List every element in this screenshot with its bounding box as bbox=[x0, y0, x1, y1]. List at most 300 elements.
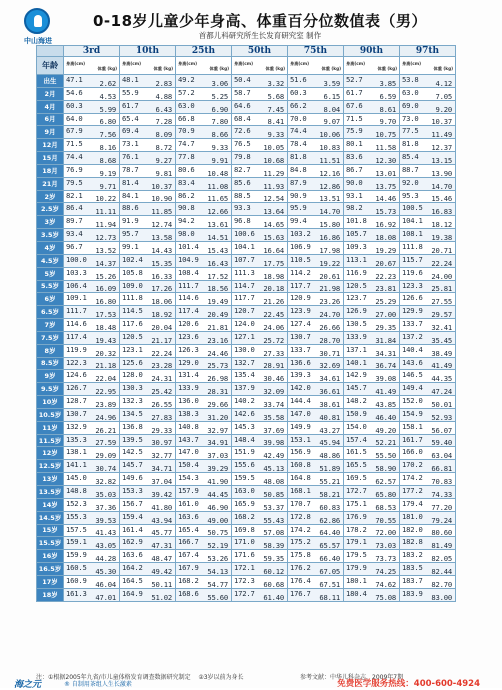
height-value: 129.0 bbox=[178, 357, 199, 367]
value-cell bbox=[232, 229, 288, 242]
value-cell bbox=[400, 588, 456, 601]
weight-value: 48.47 bbox=[151, 554, 172, 563]
value-cell bbox=[400, 486, 456, 499]
height-value: 64.6 bbox=[234, 100, 251, 110]
value-cell bbox=[232, 357, 288, 370]
weight-value: 8.66 bbox=[211, 130, 228, 139]
weight-value: 12.30 bbox=[375, 155, 396, 165]
table-row bbox=[37, 254, 456, 267]
value-cell bbox=[232, 203, 288, 216]
height-value: 164.5 bbox=[122, 575, 143, 585]
height-value: 160.5 bbox=[66, 563, 87, 573]
value-cell bbox=[64, 344, 120, 357]
age-cell: 9.5岁 bbox=[37, 383, 64, 396]
value-cell bbox=[232, 550, 288, 563]
value-cell bbox=[288, 229, 344, 242]
age-cell: 5.5岁 bbox=[37, 280, 64, 293]
value-cell bbox=[288, 139, 344, 152]
weight-value: 72.00 bbox=[375, 528, 396, 537]
value-cell bbox=[288, 524, 344, 537]
weight-value: 15.80 bbox=[319, 220, 340, 229]
value-cell bbox=[232, 408, 288, 421]
weight-value: 53.37 bbox=[263, 502, 284, 512]
value-cell bbox=[64, 216, 120, 229]
weight-value: 36.61 bbox=[319, 387, 340, 396]
table-row bbox=[37, 126, 456, 139]
height-value: 76.5 bbox=[234, 139, 251, 149]
weight-value: 27.83 bbox=[151, 412, 172, 422]
value-cell bbox=[288, 370, 344, 383]
height-value: 149.4 bbox=[402, 383, 423, 393]
height-value: 142.5 bbox=[122, 447, 143, 457]
weight-value: 8.09 bbox=[155, 130, 172, 139]
value-cell bbox=[288, 550, 344, 563]
value-cell bbox=[400, 241, 456, 254]
value-cell bbox=[120, 139, 176, 152]
age-cell: 10岁 bbox=[37, 396, 64, 409]
height-value: 101.8 bbox=[346, 216, 367, 226]
value-cell bbox=[344, 537, 400, 550]
age-cell: 16岁 bbox=[37, 550, 64, 563]
value-cell bbox=[120, 370, 176, 383]
height-value: 152.0 bbox=[402, 396, 423, 406]
weight-value: 44.45 bbox=[207, 489, 228, 499]
weight-value: 51.02 bbox=[151, 592, 172, 602]
value-cell bbox=[288, 383, 344, 396]
weight-value: 39.98 bbox=[263, 438, 284, 447]
height-value: 136.0 bbox=[178, 396, 199, 406]
height-value: 144.4 bbox=[290, 396, 311, 406]
table-row bbox=[37, 113, 456, 126]
height-value: 161.5 bbox=[346, 447, 367, 457]
value-cell bbox=[288, 177, 344, 190]
height-value: 123.3 bbox=[402, 280, 423, 290]
weight-value: 24.70 bbox=[319, 310, 340, 319]
weight-value: 47.01 bbox=[95, 592, 116, 602]
height-value: 171.6 bbox=[234, 550, 255, 560]
height-value: 147.0 bbox=[178, 447, 199, 457]
value-cell bbox=[288, 563, 344, 576]
height-value: 94.2 bbox=[178, 216, 195, 226]
value-cell bbox=[344, 229, 400, 242]
weight-value: 33.74 bbox=[263, 399, 284, 409]
height-value: 172.7 bbox=[346, 486, 367, 495]
height-value: 67.6 bbox=[346, 100, 363, 110]
value-cell bbox=[64, 563, 120, 576]
weight-value: 45.94 bbox=[319, 438, 340, 447]
height-value: 120.9 bbox=[290, 293, 311, 303]
weight-value: 34.61 bbox=[319, 374, 340, 383]
value-cell bbox=[400, 408, 456, 421]
value-cell bbox=[400, 152, 456, 165]
weight-value: 8.16 bbox=[99, 143, 116, 152]
height-value: 95.9 bbox=[290, 203, 307, 213]
weight-value: 34.31 bbox=[375, 348, 396, 358]
height-value: 79.8 bbox=[234, 152, 251, 162]
value-cell bbox=[400, 434, 456, 447]
weight-value: 8.68 bbox=[99, 155, 116, 165]
height-value: 172.8 bbox=[290, 511, 311, 521]
height-value: 90.0 bbox=[346, 177, 363, 187]
height-value: 175.2 bbox=[290, 537, 311, 547]
height-value: 63.0 bbox=[178, 100, 195, 110]
weight-value: 57.08 bbox=[263, 528, 284, 537]
height-value: 175.1 bbox=[346, 498, 367, 508]
table-row bbox=[37, 203, 456, 216]
height-value: 108.1 bbox=[402, 229, 423, 239]
brand-name: 海之元 bbox=[14, 680, 42, 690]
value-cell bbox=[64, 100, 120, 113]
height-value: 166.7 bbox=[178, 537, 199, 547]
height-value: 176.7 bbox=[290, 588, 311, 598]
weight-value: 58.39 bbox=[263, 541, 284, 550]
weight-value: 12.37 bbox=[431, 143, 452, 152]
age-cell: 11岁 bbox=[37, 421, 64, 434]
weight-value: 58.90 bbox=[375, 464, 396, 473]
value-cell bbox=[288, 511, 344, 524]
value-cell bbox=[344, 126, 400, 139]
height-value: 51.6 bbox=[290, 75, 307, 84]
value-cell bbox=[232, 306, 288, 319]
weight-value: 48.08 bbox=[263, 477, 284, 486]
weight-value: 28.31 bbox=[207, 387, 228, 396]
height-value: 150.9 bbox=[346, 408, 367, 418]
height-value: 88.7 bbox=[402, 164, 419, 174]
weight-value: 12.66 bbox=[207, 207, 228, 216]
value-cell bbox=[400, 370, 456, 383]
value-cell bbox=[288, 331, 344, 344]
weight-value: 18.12 bbox=[431, 220, 452, 229]
age-cell: 12月 bbox=[37, 139, 64, 152]
height-value: 120.7 bbox=[234, 306, 255, 316]
value-cell bbox=[288, 126, 344, 139]
height-value: 69.0 bbox=[402, 100, 419, 110]
age-cell: 15月 bbox=[37, 152, 64, 165]
height-value: 86.4 bbox=[66, 203, 83, 213]
value-cell bbox=[64, 203, 120, 216]
height-value: 96.8 bbox=[234, 216, 251, 226]
height-value: 73.1 bbox=[122, 139, 139, 149]
value-cell bbox=[344, 306, 400, 319]
weight-value: 7.45 bbox=[267, 104, 284, 114]
height-value: 152.3 bbox=[66, 498, 87, 508]
weight-value: 59.35 bbox=[263, 554, 284, 563]
weight-value: 20.71 bbox=[431, 245, 452, 255]
value-cell bbox=[232, 370, 288, 383]
value-cell bbox=[232, 319, 288, 332]
value-cell bbox=[176, 588, 232, 601]
weight-value: 9.33 bbox=[267, 130, 284, 139]
weight-value: 51.89 bbox=[319, 464, 340, 473]
value-cell bbox=[64, 152, 120, 165]
value-cell bbox=[120, 216, 176, 229]
unit-label-cell bbox=[344, 57, 400, 75]
weight-value: 79.24 bbox=[431, 515, 452, 525]
height-value: 142.6 bbox=[234, 408, 255, 418]
value-cell bbox=[120, 344, 176, 357]
value-cell bbox=[232, 563, 288, 576]
height-value: 151.9 bbox=[234, 447, 255, 457]
value-cell bbox=[400, 203, 456, 216]
value-cell bbox=[344, 408, 400, 421]
weight-unit-label: 体重 (kg) bbox=[265, 65, 285, 71]
weight-value: 13.90 bbox=[431, 168, 452, 178]
weight-value: 37.36 bbox=[95, 502, 116, 512]
value-cell bbox=[120, 203, 176, 216]
height-value: 155.6 bbox=[234, 460, 255, 470]
weight-value: 41.80 bbox=[151, 502, 172, 512]
value-cell bbox=[344, 434, 400, 447]
value-cell bbox=[400, 563, 456, 576]
value-cell bbox=[64, 113, 120, 126]
weight-value: 21.18 bbox=[95, 361, 116, 370]
weight-value: 41.49 bbox=[375, 387, 396, 396]
weight-value: 10.83 bbox=[319, 143, 340, 152]
weight-value: 3.59 bbox=[323, 78, 340, 88]
height-value: 85.4 bbox=[402, 152, 419, 162]
height-value: 114.6 bbox=[66, 319, 87, 329]
height-value: 111.3 bbox=[234, 267, 255, 277]
unit-label-cell bbox=[120, 57, 176, 75]
value-cell bbox=[400, 357, 456, 370]
height-value: 102.4 bbox=[122, 254, 143, 264]
weight-value: 13.61 bbox=[207, 220, 228, 229]
height-value: 106.4 bbox=[66, 280, 87, 290]
table-row bbox=[37, 344, 456, 357]
value-cell bbox=[120, 241, 176, 254]
height-unit-label: 身高(cm) bbox=[122, 60, 142, 66]
height-value: 117.7 bbox=[290, 280, 311, 290]
height-value: 147.0 bbox=[290, 408, 311, 418]
weight-value: 15.35 bbox=[151, 258, 172, 268]
height-value: 133.9 bbox=[346, 331, 367, 341]
height-value: 161.3 bbox=[66, 588, 87, 598]
height-value: 80.1 bbox=[346, 139, 363, 149]
value-cell bbox=[232, 447, 288, 460]
value-cell bbox=[120, 164, 176, 177]
value-cell bbox=[120, 126, 176, 139]
weight-value: 45.13 bbox=[263, 464, 284, 473]
height-value: 123.6 bbox=[178, 331, 199, 341]
height-value: 81.8 bbox=[402, 139, 419, 149]
height-value: 115.7 bbox=[402, 254, 423, 264]
weight-value: 5.68 bbox=[267, 91, 284, 101]
percentile-header-row bbox=[37, 46, 456, 57]
unit-label-cell bbox=[176, 57, 232, 75]
value-cell bbox=[400, 87, 456, 100]
height-value: 95.7 bbox=[122, 229, 139, 239]
weight-value: 9.07 bbox=[323, 117, 340, 126]
weight-value: 24.00 bbox=[431, 271, 452, 280]
height-unit-label: 身高(cm) bbox=[346, 60, 366, 66]
value-cell bbox=[120, 229, 176, 242]
value-cell bbox=[64, 396, 120, 409]
height-value: 105.8 bbox=[122, 267, 143, 277]
value-cell bbox=[344, 254, 400, 267]
value-cell bbox=[232, 267, 288, 280]
weight-value: 10.48 bbox=[207, 168, 228, 178]
weight-value: 9.70 bbox=[379, 117, 396, 126]
weight-value: 6.43 bbox=[155, 104, 172, 114]
weight-value: 18.08 bbox=[375, 232, 396, 242]
value-cell bbox=[344, 100, 400, 113]
age-cell: 8岁 bbox=[37, 344, 64, 357]
height-value: 57.2 bbox=[178, 87, 195, 97]
value-cell bbox=[400, 254, 456, 267]
height-value: 142.9 bbox=[346, 370, 367, 380]
weight-value: 10.06 bbox=[319, 130, 340, 139]
height-value: 111.8 bbox=[122, 293, 143, 303]
weight-value: 60.83 bbox=[319, 502, 340, 512]
height-value: 137.9 bbox=[234, 383, 255, 393]
value-cell bbox=[400, 550, 456, 563]
value-cell bbox=[232, 126, 288, 139]
age-cell: 17岁 bbox=[37, 575, 64, 588]
value-cell bbox=[120, 383, 176, 396]
value-cell bbox=[232, 524, 288, 537]
value-cell bbox=[232, 344, 288, 357]
weight-value: 12.16 bbox=[319, 168, 340, 178]
value-cell bbox=[176, 460, 232, 473]
value-cell bbox=[120, 254, 176, 267]
weight-value: 18.06 bbox=[151, 297, 172, 306]
table-row bbox=[37, 152, 456, 165]
height-unit-label: 身高(cm) bbox=[178, 60, 198, 66]
height-value: 166.0 bbox=[402, 447, 423, 457]
height-value: 182.8 bbox=[402, 537, 423, 547]
height-value: 172.3 bbox=[234, 575, 255, 585]
weight-value: 74.25 bbox=[375, 566, 396, 576]
value-cell bbox=[344, 177, 400, 190]
height-value: 137.2 bbox=[402, 331, 423, 341]
weight-value: 19.22 bbox=[319, 258, 340, 268]
weight-value: 15.43 bbox=[207, 245, 228, 255]
weight-value: 70.83 bbox=[431, 477, 452, 486]
weight-value: 21.98 bbox=[319, 284, 340, 293]
height-value: 81.4 bbox=[122, 177, 139, 187]
weight-value: 37.03 bbox=[207, 451, 228, 460]
value-cell bbox=[232, 460, 288, 473]
weight-value: 45.30 bbox=[95, 566, 116, 576]
value-cell bbox=[400, 280, 456, 293]
weight-value: 22.24 bbox=[431, 258, 452, 268]
value-cell bbox=[120, 319, 176, 332]
weight-value: 25.29 bbox=[375, 297, 396, 306]
weight-value: 11.11 bbox=[95, 207, 116, 216]
value-cell bbox=[232, 293, 288, 306]
weight-value: 65.80 bbox=[375, 489, 396, 499]
unit-label-cell bbox=[400, 57, 456, 75]
height-value: 93.1 bbox=[346, 190, 363, 200]
value-cell bbox=[64, 383, 120, 396]
height-value: 114.5 bbox=[122, 306, 143, 316]
weight-value: 43.94 bbox=[151, 515, 172, 525]
weight-value: 11.49 bbox=[431, 130, 452, 139]
height-value: 159.5 bbox=[234, 473, 255, 483]
value-cell bbox=[344, 280, 400, 293]
height-value: 111.7 bbox=[178, 280, 199, 290]
height-value: 183.7 bbox=[402, 575, 423, 585]
weight-value: 8.61 bbox=[379, 104, 396, 114]
value-cell bbox=[64, 87, 120, 100]
footer-bar bbox=[8, 680, 494, 688]
height-value: 120.5 bbox=[346, 280, 367, 290]
value-cell bbox=[288, 357, 344, 370]
height-value: 81.8 bbox=[290, 152, 307, 162]
height-value: 120.6 bbox=[178, 319, 199, 329]
height-value: 154.9 bbox=[402, 408, 423, 418]
height-value: 114.2 bbox=[290, 267, 311, 277]
value-cell bbox=[176, 139, 232, 152]
value-cell bbox=[64, 434, 120, 447]
value-cell bbox=[176, 408, 232, 421]
weight-unit-label: 体重 (kg) bbox=[377, 65, 397, 71]
value-cell bbox=[176, 306, 232, 319]
value-cell bbox=[176, 177, 232, 190]
weight-value: 80.60 bbox=[431, 528, 452, 537]
value-cell bbox=[344, 575, 400, 588]
weight-value: 70.55 bbox=[375, 515, 396, 525]
value-cell bbox=[288, 447, 344, 460]
height-value: 179.4 bbox=[402, 498, 423, 508]
weight-value: 9.81 bbox=[155, 168, 172, 178]
height-value: 168.2 bbox=[178, 575, 199, 585]
value-cell bbox=[400, 396, 456, 409]
age-cell: 18岁 bbox=[37, 588, 64, 601]
weight-value: 8.72 bbox=[155, 143, 172, 152]
height-value: 93.4 bbox=[66, 229, 83, 239]
weight-value: 59.40 bbox=[431, 438, 452, 447]
weight-value: 11.51 bbox=[319, 155, 340, 165]
value-cell bbox=[120, 460, 176, 473]
height-value: 66.2 bbox=[290, 100, 307, 110]
value-cell bbox=[232, 113, 288, 126]
value-cell bbox=[176, 563, 232, 576]
value-cell bbox=[176, 370, 232, 383]
height-value: 164.8 bbox=[290, 473, 311, 483]
weight-value: 64.40 bbox=[319, 528, 340, 537]
weight-value: 37.04 bbox=[151, 477, 172, 486]
height-value: 90.8 bbox=[178, 203, 195, 213]
age-cell: 14岁 bbox=[37, 498, 64, 511]
height-value: 169.8 bbox=[234, 524, 255, 534]
weight-value: 41.43 bbox=[95, 528, 116, 537]
value-cell bbox=[344, 511, 400, 524]
value-cell bbox=[288, 486, 344, 499]
age-cell: 9岁 bbox=[37, 370, 64, 383]
height-value: 148.2 bbox=[346, 396, 367, 406]
value-cell bbox=[176, 254, 232, 267]
height-value: 158.1 bbox=[402, 421, 423, 431]
value-cell bbox=[400, 177, 456, 190]
value-cell bbox=[288, 460, 344, 473]
value-cell bbox=[176, 319, 232, 332]
height-value: 159.1 bbox=[66, 537, 87, 547]
value-cell bbox=[120, 113, 176, 126]
age-cell: 6岁 bbox=[37, 293, 64, 306]
height-value: 130.3 bbox=[122, 383, 143, 393]
height-value: 181.0 bbox=[402, 511, 423, 521]
weight-value: 11.08 bbox=[207, 181, 228, 191]
weight-value: 12.73 bbox=[95, 232, 116, 242]
weight-value: 49.20 bbox=[375, 425, 396, 435]
height-value: 117.4 bbox=[178, 306, 199, 316]
height-value: 163.6 bbox=[178, 511, 199, 521]
value-cell bbox=[288, 241, 344, 254]
height-value: 54.6 bbox=[66, 87, 83, 97]
value-cell bbox=[400, 75, 456, 88]
height-value: 168.2 bbox=[234, 511, 255, 521]
